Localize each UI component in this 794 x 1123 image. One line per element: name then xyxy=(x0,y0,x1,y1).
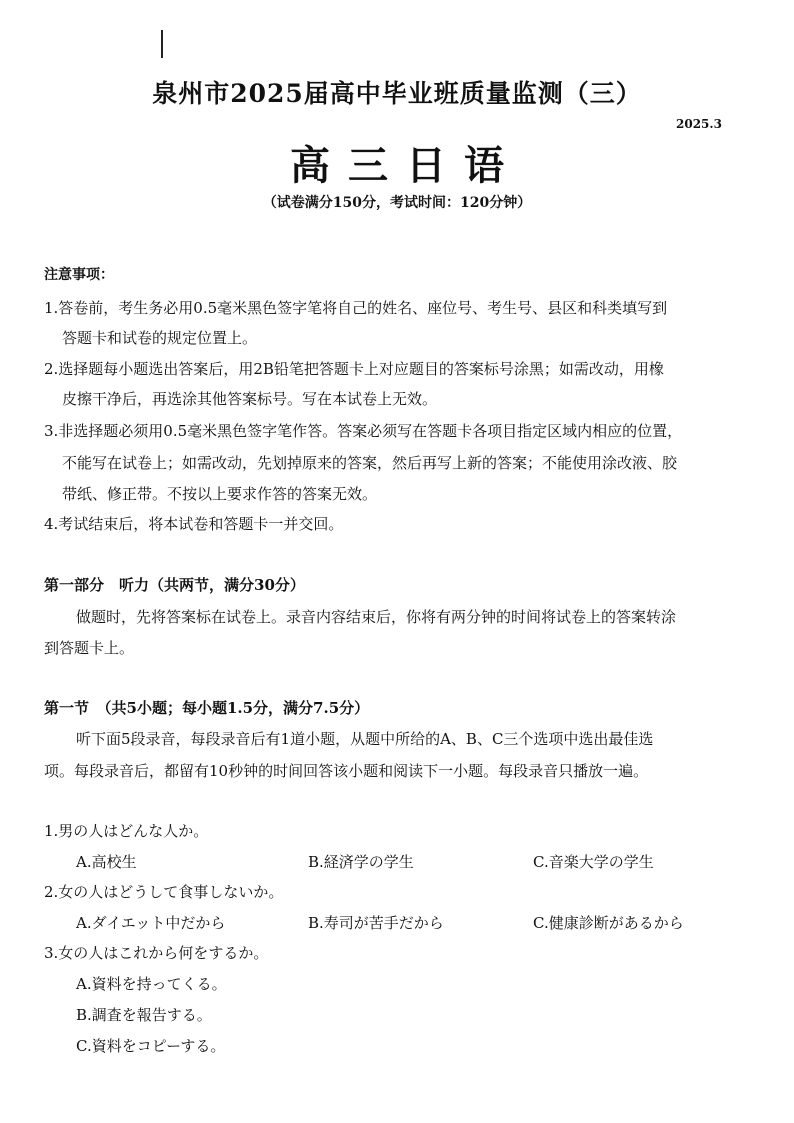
question-text: 1.男の人はどんな人か。 xyxy=(44,822,209,840)
option-a: A.資料を持ってくる。 xyxy=(76,975,227,993)
notice-line: 3.非选择题必须用0.5毫米黑色签字笔作答。答案必须写在答题卡各项目指定区域内相应的位置， xyxy=(44,422,683,440)
notice-line: 1.答卷前，考生务必用0.5毫米黑色签字笔将自己的姓名、座位号、考生号、县区和科类填写到 xyxy=(44,299,668,317)
option-c: C.音楽大学の学生 xyxy=(533,853,654,871)
exam-info: （试卷满分150分，考试时间：120分钟） xyxy=(262,195,532,211)
notice-line: 2.选择题每小题选出答案后，用2B铅笔把答题卡上对应题目的答案标号涂黑；如需改动，用橡 xyxy=(44,360,664,378)
part-instruction: 做题时，先将答案标在试卷上。录音内容结束后，你将有两分钟的时间将试卷上的答案转涂 xyxy=(76,608,677,626)
notice-line: 4.考试结束后，将本试卷和答题卡一并交回。 xyxy=(44,515,344,533)
question-text: 2.女の人はどうして食事しないか。 xyxy=(44,883,284,901)
option-c: C.資料をコピーする。 xyxy=(76,1037,226,1055)
part-heading: 第一部分 听力（共两节，满分30分） xyxy=(44,576,305,594)
notice-line: 不能写在试卷上；如需改动，先划掉原来的答案，然后再写上新的答案；不能使用涂改液、胶 xyxy=(62,454,678,472)
notice-line: 答题卡和试卷的规定位置上。 xyxy=(62,329,258,347)
notice-line: 带纸、修正带。不按以上要求作答的答案无效。 xyxy=(62,485,378,503)
exam-date: 2025.3 xyxy=(676,117,722,131)
option-c: C.健康診断があるから xyxy=(533,914,684,932)
part-instruction: 到答题卡上。 xyxy=(44,639,135,657)
section-instruction: 听下面5段录音，每段录音后有1道小题，从题中所给的A、B、C三个选项中选出最佳选 xyxy=(76,730,654,748)
section-heading: 第一节 （共5小题；每小题1.5分，满分7.5分） xyxy=(44,699,370,717)
section-instruction: 项。每段录音后，都留有10秒钟的时间回答该小题和阅读下一小题。每段录音只播放一遍。 xyxy=(44,762,649,780)
binding-mark xyxy=(161,30,163,58)
option-b: B.経済学の学生 xyxy=(308,853,414,871)
notice-line: 皮擦干净后，再选涂其他答案标号。写在本试卷上无效。 xyxy=(62,390,438,408)
option-a: A.高校生 xyxy=(76,853,137,871)
option-a: A.ダイエット中だから xyxy=(76,914,226,932)
subject-title: 高三日语 xyxy=(290,142,522,189)
option-b: B.調査を報告する。 xyxy=(76,1006,212,1024)
notice-heading: 注意事项： xyxy=(44,267,114,283)
option-b: B.寿司が苦手だから xyxy=(308,914,444,932)
question-text: 3.女の人はこれから何をするか。 xyxy=(44,944,269,962)
exam-title: 泉州市2025届高中毕业班质量监测（三） xyxy=(152,79,642,108)
